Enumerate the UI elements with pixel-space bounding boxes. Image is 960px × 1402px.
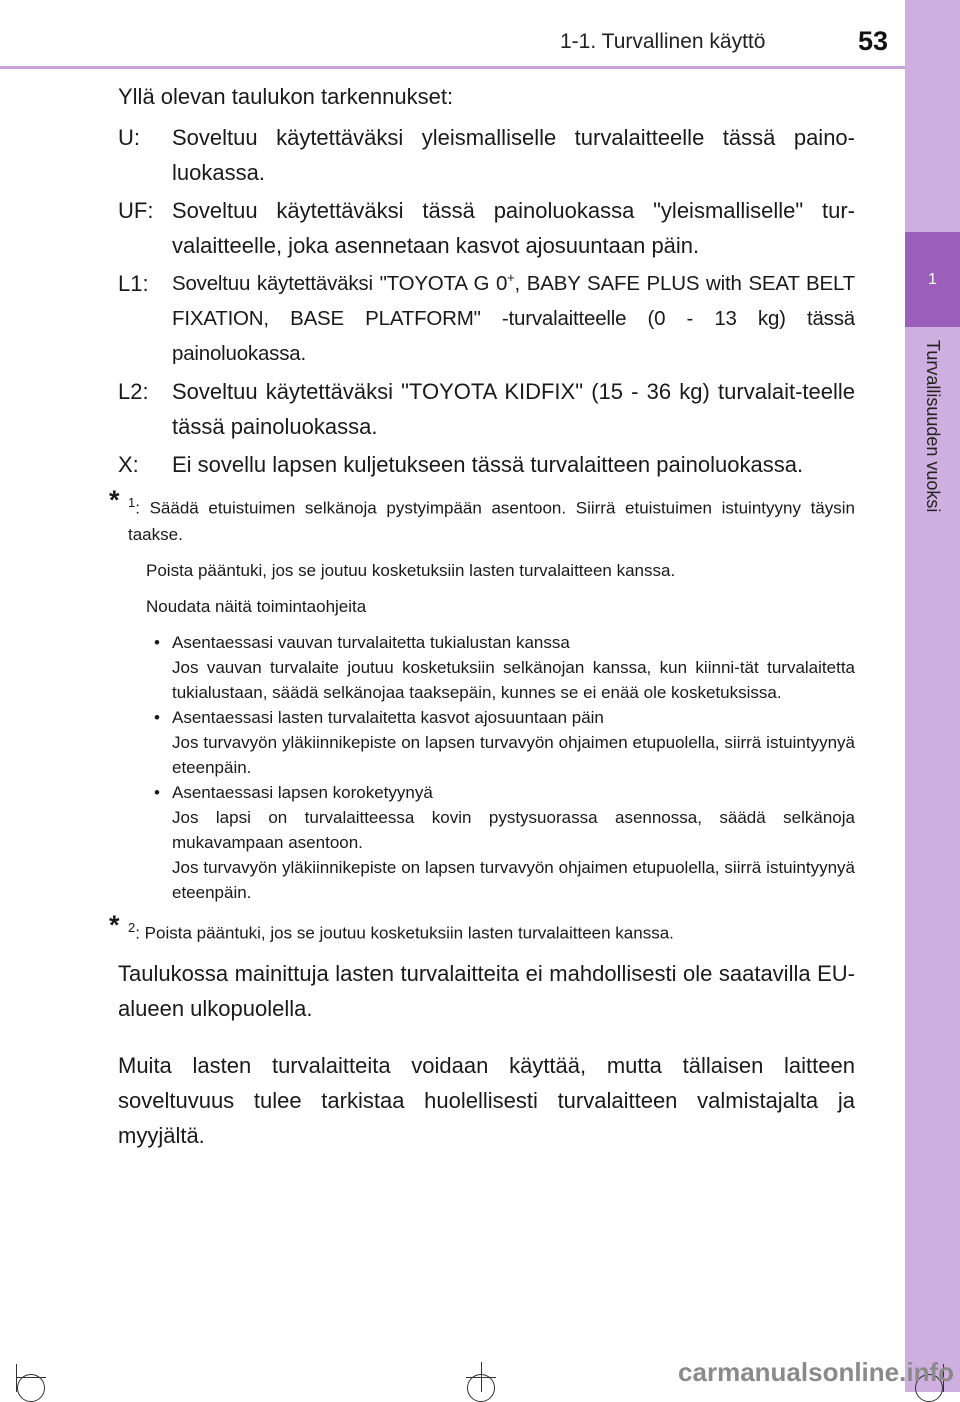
intro-text: Yllä olevan taulukon tarkennukset: xyxy=(118,84,454,109)
definition-text: Soveltuu käytettäväksi "TOYOTA KIDFIX" (15 - 36 kg) turvalait-teelle tässä painoluokassa. xyxy=(172,379,855,439)
definition-l2 xyxy=(118,374,855,444)
chapter-number: 1 xyxy=(905,232,960,327)
footnote-1 xyxy=(109,485,855,905)
footnote-sub-1: Poista pääntuki, jos se joutuu kosketuksiin lasten turvalaitteen kanssa. xyxy=(146,560,676,580)
watermark: carmanualsonline.info xyxy=(678,1357,954,1387)
chapter-label: Turvallisuuden vuoksi xyxy=(923,340,943,513)
page-number: 53 xyxy=(858,26,889,56)
list-item xyxy=(154,780,855,905)
list-item-line: Jos lapsi on turvalaitteessa kovin pystysuorassa asennossa, säädä selkänoja mukavampaan asentoon. xyxy=(172,807,855,852)
definition-l1 xyxy=(118,266,855,371)
footnote-2 xyxy=(109,909,855,947)
list-item-title: • Asentaessasi lasten turvalaitetta kasvot ajosuuntaan päin xyxy=(172,707,604,727)
definition-text: Soveltuu käytettäväksi yleismalliselle turvalaitteelle tässä paino-luokassa. xyxy=(172,125,855,185)
definition-code: UF: xyxy=(118,198,154,223)
instruction-list xyxy=(118,630,855,905)
list-item xyxy=(154,705,855,780)
page-content xyxy=(109,80,855,1175)
list-item-line: Jos turvavyön yläkiinnikepiste on lapsen turvavyön ohjaimen etupuolella, siirrä istuintyynyä eteenpäin. xyxy=(172,732,855,777)
body-paragraph: Muita lasten turvalaitteita voidaan käyttää, mutta tällaisen laitteen soveltuvuus tulee tarkistaa huolellisesti turvalaitteen valmistajalta ja myyjältä. xyxy=(118,1053,855,1149)
footnote-number: 1 xyxy=(128,495,136,510)
definition-uf xyxy=(118,193,855,263)
footnote-number: 2 xyxy=(128,919,136,935)
definition-text: Ei sovellu lapsen kuljetukseen tässä turvalaitteen painoluokassa. xyxy=(172,452,804,477)
side-tab xyxy=(905,0,960,1392)
list-item-title: • Asentaessasi vauvan turvalaitetta tukialustan kanssa xyxy=(172,632,570,652)
list-item-line: Jos turvavyön yläkiinnikepiste on lapsen turvavyön ohjaimen etupuolella, siirrä istuintyynyä eteenpäin. xyxy=(172,857,855,902)
footnote-sub-2: Noudata näitä toimintaohjeita xyxy=(146,596,367,616)
footnote-lead xyxy=(118,915,855,947)
registration-mark xyxy=(467,1374,495,1402)
footnote-text: : Säädä etuistuimen selkänoja pystyimpään asentoon. Siirrä etuistuimen istuintyyny täysin taakse. xyxy=(128,498,855,544)
asterisk-icon: * xyxy=(109,909,120,940)
footnote-lead xyxy=(118,490,855,548)
definition-code: X: xyxy=(118,452,139,477)
section-title: 1-1. Turvallinen käyttö xyxy=(560,30,766,53)
list-item-title: • Asentaessasi lapsen koroketyynyä xyxy=(172,782,433,802)
definition-text-part: Soveltuu käytettäväksi "TOYOTA G 0 xyxy=(172,272,508,295)
superscript-plus: + xyxy=(507,270,515,286)
body-paragraph: Taulukossa mainittuja lasten turvalaitteita ei mahdollisesti ole saatavilla EU-alueen ulkopuolella. xyxy=(118,961,855,1022)
definition-code: L2: xyxy=(118,379,149,404)
definition-code: L1: xyxy=(118,271,149,296)
asterisk-icon: * xyxy=(109,485,120,515)
definition-text: Soveltuu käytettäväksi tässä painoluokassa "yleismalliselle" tur-valaitteelle, joka asennetaan kasvot ajosuuntaan päin. xyxy=(172,198,855,258)
definition-x xyxy=(118,447,855,482)
definition-code: U: xyxy=(118,125,140,150)
header-rule xyxy=(0,66,905,69)
definition-u xyxy=(118,120,855,190)
list-item-line: Jos vauvan turvalaite joutuu kosketuksiin selkänojan kanssa, kun kiinni-tät turvalaitetta tukialustaan, säädä selkänojaa taaksepäin, kunnes se ei enää ole kosketuksissa. xyxy=(172,657,855,702)
footnote-text: : Poista pääntuki, jos se joutuu kosketuksiin lasten turvalaitteen kanssa. xyxy=(135,923,674,943)
definition-text xyxy=(172,266,855,371)
definition-text-part: , BABY SAFE PLUS with SEAT BELT FIXATION, BASE PLATFORM" -turvalaitteelle (0 - 13 kg) tässä painoluokassa. xyxy=(172,272,855,365)
list-item xyxy=(154,630,855,705)
registration-mark xyxy=(17,1374,45,1402)
